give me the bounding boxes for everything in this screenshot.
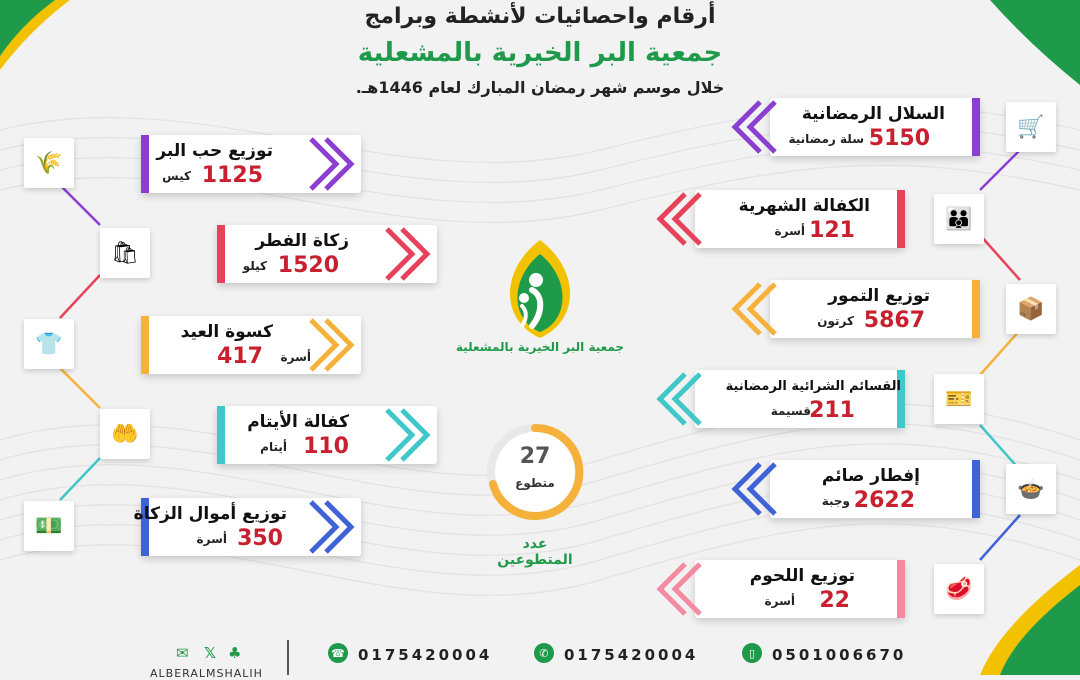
phone-icon: ☎	[328, 643, 348, 663]
voucher-icon: 🎫	[934, 374, 984, 424]
header-subtitle: خلال موسم شهر رمضان المبارك لعام 1446هـ.	[355, 78, 725, 97]
chevron-arrow-icon	[306, 316, 361, 374]
card-unit: وجبة	[821, 494, 850, 508]
card-unit: كيلو	[242, 259, 267, 273]
card-unit: أسرة	[764, 594, 795, 608]
x-twitter-icon[interactable]: 𝕏	[204, 644, 217, 662]
card-ramadan-baskets	[725, 98, 990, 156]
card-unit: أسرة	[196, 532, 227, 546]
card-unit: كيس	[162, 169, 191, 183]
chevron-arrow-icon	[650, 370, 705, 428]
card-value: 2622	[853, 488, 915, 513]
chevron-arrow-icon	[725, 460, 780, 518]
card-title: توزيع التمور	[828, 286, 930, 306]
card-accent	[217, 406, 225, 464]
card-unit: أسرة	[774, 224, 805, 238]
card-shopping-vouchers	[650, 370, 915, 428]
volunteers-ring	[485, 422, 585, 522]
phone-number-2[interactable]: 0175420004	[564, 646, 699, 664]
chevron-arrow-icon	[306, 498, 361, 556]
card-title: توزيع أموال الزكاة	[133, 504, 287, 524]
card-value: 1125	[201, 163, 263, 188]
card-meat-distribution	[650, 560, 915, 618]
card-accent	[141, 135, 149, 193]
meat-icon: 🥩	[934, 564, 984, 614]
card-wheat-distribution	[96, 135, 361, 193]
card-title: كفالة الأيتام	[247, 412, 349, 432]
card-value: 417	[217, 344, 263, 369]
card-unit: أيتام	[260, 440, 287, 454]
clothes-icon: 👕	[24, 319, 74, 369]
card-unit: كرتون	[817, 314, 854, 328]
phone-number-3[interactable]: 0501006670	[772, 646, 907, 664]
card-value: 110	[303, 434, 349, 459]
header-title: أرقام واحصائيات لأنشطة وبرامج	[364, 4, 716, 29]
phone-number-1[interactable]: 0175420004	[358, 646, 493, 664]
card-title: إفطار صائم	[821, 466, 920, 486]
chevron-arrow-icon	[650, 560, 705, 618]
card-dates-distribution	[725, 280, 990, 338]
organization-logo	[480, 240, 600, 340]
card-unit: سلة رمضانية	[788, 132, 864, 146]
chevron-arrow-icon	[382, 225, 437, 283]
card-value: 22	[819, 588, 850, 613]
snapchat-icon[interactable]: ♣	[228, 644, 242, 662]
mobile-icon: ▯	[742, 643, 762, 663]
grain-bag-icon: 🛍	[100, 228, 150, 278]
meal-icon: 🍲	[1006, 464, 1056, 514]
card-accent	[897, 190, 905, 248]
header-org-name: جمعية البر الخيرية بالمشعلية	[357, 38, 723, 68]
card-monthly-sponsorship	[650, 190, 915, 248]
card-accent	[897, 560, 905, 618]
money-icon: 💵	[24, 501, 74, 551]
card-iftar-meals	[725, 460, 990, 518]
card-accent	[217, 225, 225, 283]
card-zakat-funds	[96, 498, 361, 556]
email-icon[interactable]: ✉	[176, 644, 189, 662]
card-value: 350	[237, 526, 283, 551]
volunteers-label: عدد المتطوعين	[497, 536, 573, 568]
card-accent	[972, 460, 980, 518]
chevron-arrow-icon	[725, 280, 780, 338]
chevron-arrow-icon	[650, 190, 705, 248]
chevron-arrow-icon	[725, 98, 780, 156]
card-orphan-sponsorship	[172, 406, 437, 464]
card-value: 5867	[863, 308, 925, 333]
card-accent	[972, 280, 980, 338]
cart-icon: 🛒	[1006, 102, 1056, 152]
card-value: 121	[809, 218, 855, 243]
wheat-sack-icon: 🌾	[24, 138, 74, 188]
family-icon: 👪	[934, 194, 984, 244]
card-title: كسوة العيد	[180, 322, 273, 342]
chevron-arrow-icon	[306, 135, 361, 193]
card-value: 1520	[277, 253, 339, 278]
card-unit: قسيمة	[770, 404, 811, 418]
card-unit: أسرة	[280, 350, 311, 364]
card-title: السلال الرمضانية	[801, 104, 945, 124]
card-title: زكاة الفطر	[255, 231, 349, 251]
chevron-arrow-icon	[382, 406, 437, 464]
hands-icon: 🤲	[100, 409, 150, 459]
footer-brand: ALBERALMSHALIH	[150, 667, 263, 680]
card-zakat-alfitr	[172, 225, 437, 283]
card-title: القسائم الشرائية الرمضانية	[725, 379, 901, 394]
card-accent	[141, 316, 149, 374]
volunteers-unit: متطوع	[515, 476, 555, 490]
card-accent	[972, 98, 980, 156]
card-title: توزيع اللحوم	[749, 566, 855, 586]
logo-org-name: جمعية البر الخيرية بالمشعلية	[455, 340, 625, 354]
card-value: 5150	[868, 126, 930, 151]
card-eid-clothing	[96, 316, 361, 374]
card-title: الكفالة الشهرية	[738, 196, 870, 216]
card-title: توزيع حب البر	[156, 141, 273, 161]
footer-divider	[287, 640, 289, 675]
volunteers-count: 27	[519, 444, 551, 469]
card-value: 211	[809, 398, 855, 423]
dates-box-icon: 📦	[1006, 284, 1056, 334]
whatsapp-icon: ✆	[534, 643, 554, 663]
